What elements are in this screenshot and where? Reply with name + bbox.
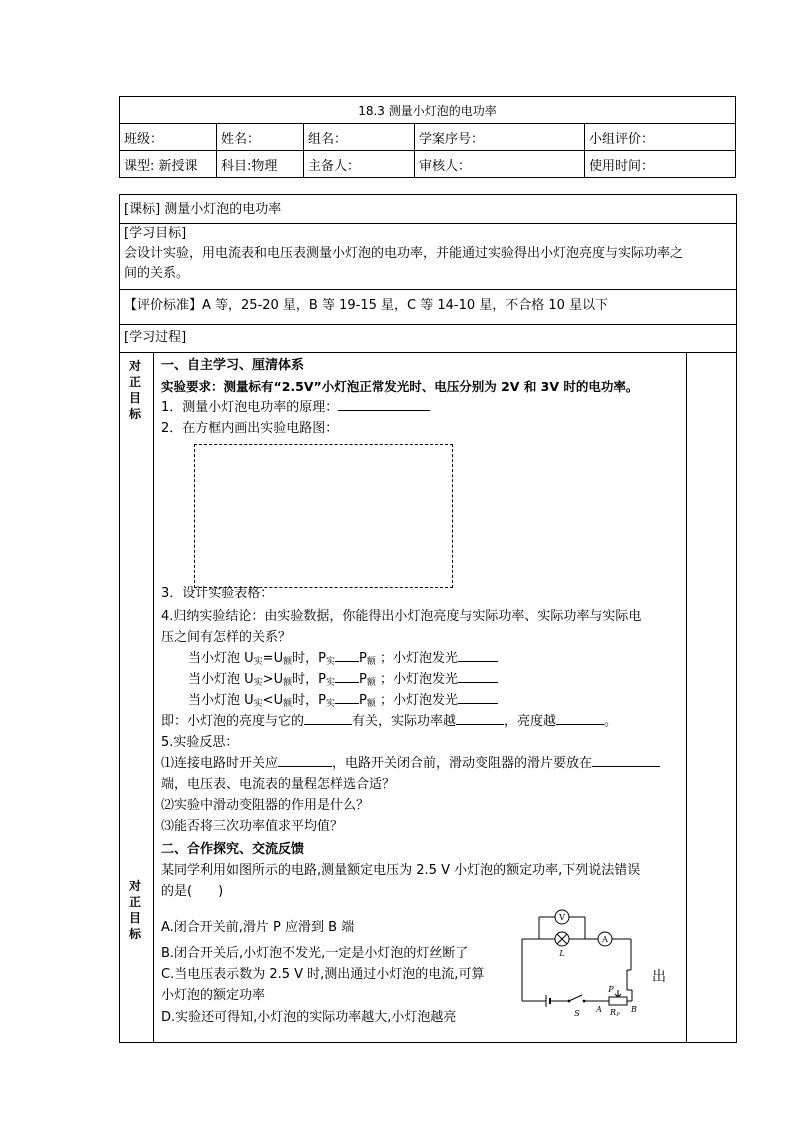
class-field: 班级： [120, 124, 217, 151]
option-c: 小灯泡的额定功率 [161, 988, 266, 1003]
answer-blank[interactable] [458, 682, 498, 683]
question-5: 5.实验反思： [161, 735, 239, 750]
answer-blank[interactable] [592, 766, 660, 767]
answer-blank[interactable] [335, 661, 359, 662]
svg-text:A: A [596, 1005, 602, 1014]
problem-text: 某同学利用如图所示的电路,测量额定电压为 2.5 V 小灯泡的额定功率,下列说法错误 [161, 863, 641, 878]
reflection-2: ⑵实验中滑动变阻器的作用是什么？ [161, 798, 370, 813]
name-field: 姓名： [217, 124, 304, 151]
svg-text:P: P [616, 1012, 620, 1016]
svg-text:V: V [559, 913, 565, 922]
header-table [119, 96, 736, 178]
circuit-diagram [515, 906, 643, 1016]
answer-blank[interactable] [278, 766, 332, 767]
goal-text: 会设计实验，用电流表和电压表测量小灯泡的电功率，并能通过实验得出小灯泡亮度与实际功率之 [124, 246, 684, 261]
option-c: C.当电压表示数为 2.5 V 时,测出通过小灯泡的电流,可算 [161, 967, 485, 982]
process-heading: [学习过程] [124, 330, 187, 345]
option-c-tail: 出 [652, 969, 666, 985]
answer-blank[interactable] [458, 703, 498, 704]
option-a: A.闭合开关前,滑片 P 应滑到 B 端 [161, 920, 355, 935]
question-4: 4.归纳实验结论：由实验数据，你能得出小灯泡亮度与实际功率、实际功率与实际电 [161, 609, 642, 624]
svg-text:B: B [631, 1005, 637, 1014]
option-d: D.实验还可得知,小灯泡的实际功率越大,小灯泡越亮 [161, 1010, 457, 1025]
reflection-3: ⑶能否将三次功率值求平均值？ [161, 819, 344, 834]
question-1: 1．测量小灯泡电功率的原理： [161, 398, 430, 418]
goal-heading: [学习目标] [124, 226, 187, 241]
answer-blank[interactable] [338, 410, 430, 411]
subject-field: 科目:物理 [217, 151, 304, 178]
conclusion-row: 即：小灯泡的亮度与它的 有关，实际功率越 ，亮度越 。 [161, 714, 618, 729]
reflection-1: 端，电压表、电流表的量程怎样选合适？ [161, 777, 396, 792]
reflection-1: ⑴连接电路时开关应 ，电路开关闭合前，滑动变阻器的滑片要放在 [161, 754, 660, 774]
experiment-requirement: 实验要求：测量标有“2.5V”小灯泡正常发光时、电压分别为 2V 和 3V 时的电功率。 [161, 379, 639, 394]
lesson-type-field: 课型: 新授课 [120, 151, 217, 178]
problem-text: 的是( ) [161, 884, 224, 899]
option-b: B.闭合开关后,小灯泡不发光,一定是小灯泡的灯丝断了 [161, 946, 469, 961]
section1-title: 一、自主学习、厘清体系 [161, 358, 305, 373]
question-3: 3．设计实验表格： [161, 586, 274, 601]
answer-blank[interactable] [335, 703, 359, 704]
section2-title: 二、合作探究、交流反馈 [161, 842, 305, 857]
circuit-drawing-box[interactable] [194, 444, 453, 588]
group-field: 组名： [304, 124, 415, 151]
condition-row: 当小灯泡 $U_实>U_额$时，$P_实$ $P_额$ ；小灯泡发光 [188, 670, 498, 690]
standard-text: [课标] 测量小灯泡的电功率 [124, 202, 282, 217]
answer-blank[interactable] [335, 682, 359, 683]
svg-text:P: P [608, 985, 614, 994]
reviewer-field: 审核人： [415, 151, 585, 178]
svg-text:R: R [609, 1008, 617, 1016]
goal-text: 间的关系。 [124, 266, 190, 281]
svg-text:A: A [602, 935, 608, 944]
divider [119, 289, 736, 290]
evaluation-standard: 【评价标准】A 等，25-20 星，B 等 19-15 星，C 等 14-10 星，不合格 10 星以下 [124, 298, 609, 313]
svg-text:L: L [559, 949, 565, 958]
col-divider [686, 352, 687, 1042]
answer-blank[interactable] [458, 661, 498, 662]
question-2: 2．在方框内画出实验电路图： [161, 421, 339, 436]
page-title: 18.3 测量小灯泡的电功率 [120, 97, 736, 124]
col-divider [153, 352, 154, 1042]
side-label: 对 正 目 标 [128, 879, 141, 941]
side-label: 对 正 目 标 [128, 359, 141, 421]
divider [119, 352, 736, 353]
question-4: 压之间有怎样的关系？ [161, 630, 292, 645]
divider [119, 223, 736, 224]
answer-blank[interactable] [304, 724, 352, 725]
svg-text:S: S [574, 1009, 580, 1016]
preparer-field: 主备人： [304, 151, 415, 178]
answer-blank[interactable] [456, 724, 504, 725]
serial-field: 学案序号： [415, 124, 585, 151]
answer-blank[interactable] [556, 724, 604, 725]
usage-time-field: 使用时间： [585, 151, 736, 178]
condition-row: 当小灯泡 $U_实<U_额$时，$P_实$ $P_额$ ；小灯泡发光 [188, 691, 498, 711]
condition-row: 当小灯泡 $U_实=U_额$时，$P_实$ $P_额$ ；小灯泡发光 [188, 649, 498, 669]
group-eval-field: 小组评价： [585, 124, 736, 151]
divider [119, 324, 736, 325]
